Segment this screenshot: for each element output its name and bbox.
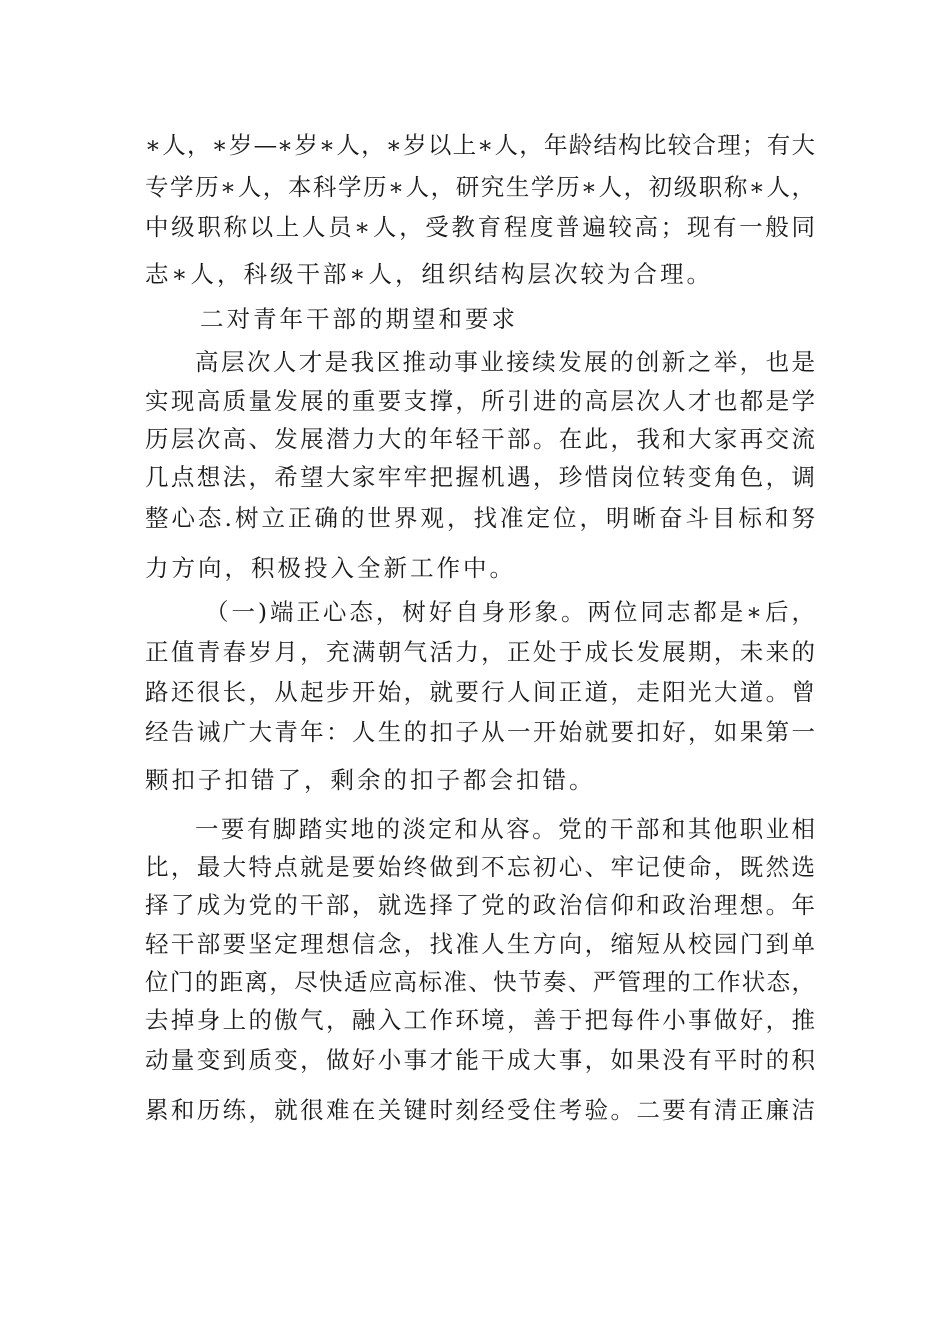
text-line: 志∗人，科级干部∗人，组织结构层次较为合理。 <box>145 260 713 288</box>
text-line: 几点想法，希望大家牢牢把握机遇，珍惜岗位转变角色，调 <box>145 463 815 491</box>
text-line: 一要有脚踏实地的淡定和从容。党的干部和其他职业相 <box>195 815 815 843</box>
text-line: 实现高质量发展的重要支撑，所引进的高层次人才也都是学 <box>145 387 815 415</box>
text-line: 比，最大特点就是要始终做到不忘初心、牢记使命，既然选 <box>145 853 815 881</box>
text-line: ∗人，∗岁—∗岁∗人，∗岁以上∗人，年龄结构比较合理；有大 <box>145 131 815 159</box>
text-line: 中级职称以上人员∗人，受教育程度普遍较高；现有一般同 <box>145 213 815 241</box>
text-line: 历层次高、发展潜力大的年轻干部。在此，我和大家再交流 <box>145 425 815 453</box>
text-line: 择了成为党的干部，就选择了党的政治信仰和政治理想。年 <box>145 891 815 919</box>
text-line: 力方向，积极投入全新工作中。 <box>145 554 516 582</box>
text-line: 轻干部要坚定理想信念，找准人生方向，缩短从校园门到单 <box>145 930 815 958</box>
text-line: 专学历∗人，本科学历∗人，研究生学历∗人，初级职称∗人， <box>145 173 815 201</box>
subsection-heading: （一)端正心态，树好自身形象。两位同志都是∗后， <box>205 598 815 626</box>
text-line: 动量变到质变，做好小事才能干成大事，如果没有平时的积 <box>145 1046 815 1074</box>
text-line: 累和历练，就很难在关键时刻经受住考验。二要有清正廉洁 <box>145 1096 815 1124</box>
text-line: 位门的距离，尽快适应高标准、快节奏、严管理的工作状态， <box>145 968 815 996</box>
text-line: 颗扣子扣错了，剩余的扣子都会扣错。 <box>145 766 596 794</box>
text-line: 路还很长，从起步开始，就要行人间正道，走阳光大道。曾 <box>145 678 815 706</box>
text-line: 正值青春岁月，充满朝气活力，正处于成长发展期，未来的 <box>145 638 815 666</box>
text-line: 整心态.树立正确的世界观，找准定位，明晰奋斗目标和努 <box>145 504 815 532</box>
section-heading: 二对青年干部的期望和要求 <box>200 305 518 333</box>
text-line: 经告诫广大青年：人生的扣子从一开始就要扣好，如果第一 <box>145 718 815 746</box>
text-line: 去掉身上的傲气，融入工作环境，善于把每件小事做好，推 <box>145 1006 815 1034</box>
text-line: 高层次人才是我区推动事业接续发展的创新之举，也是 <box>195 348 815 376</box>
